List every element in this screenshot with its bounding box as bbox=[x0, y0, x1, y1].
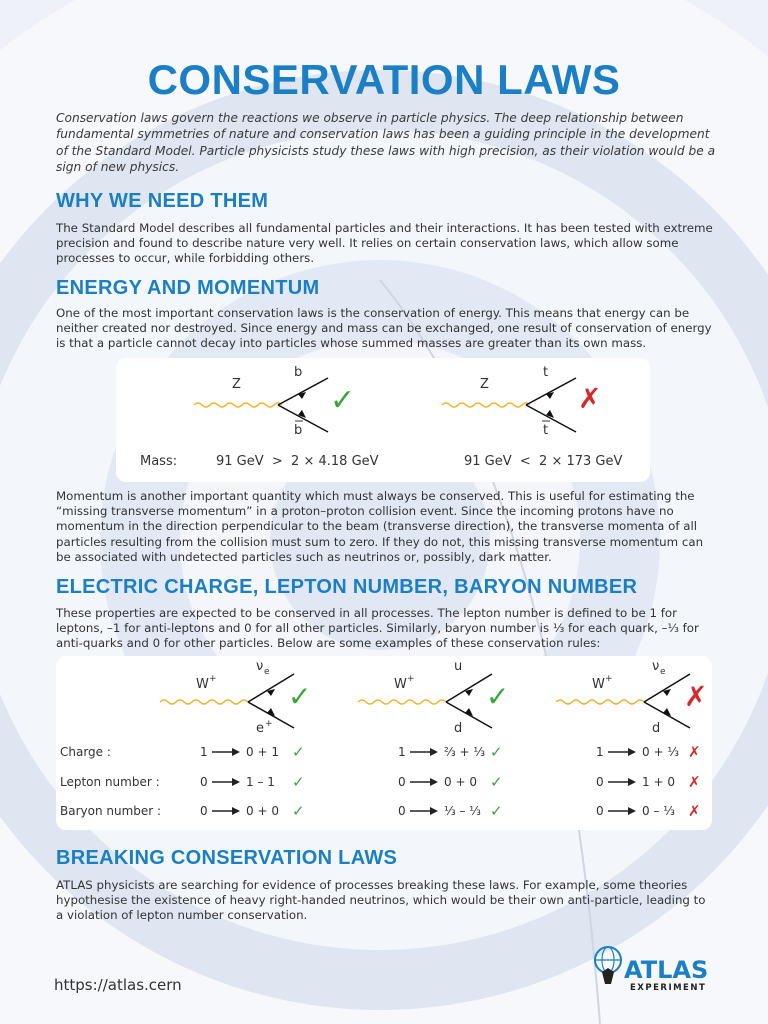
top-particle-label: ν bbox=[652, 659, 660, 674]
row-rhs: 1 – 1 bbox=[246, 775, 275, 789]
mass-relation-right: 91 GeV < 2 × 173 GeV bbox=[464, 454, 623, 469]
paragraph-momentum: Momentum is another important quantity which must always be conserved. This is useful for estimating the “missing transverse momentum” in a proton–proton collision event. Since the incoming protons have no momentum in the direction perpendicular to the beam (transverse direction), the transverse momenta of all particles resulting from the collision must sum to zero. If they do not, this missing transverse momentum can be associated with undetected particles such as neutrinos or, possibly, dark matter. bbox=[56, 489, 704, 564]
mass-label: Mass: bbox=[140, 454, 178, 469]
row-rhs: 0 + 1 bbox=[246, 745, 279, 759]
mass-relation-left: 91 GeV > 2 × 4.18 GeV bbox=[216, 454, 379, 469]
w-boson-sup: + bbox=[605, 674, 613, 684]
w-boson-label: W bbox=[196, 677, 209, 692]
row-rhs: 1 + 0 bbox=[642, 775, 675, 789]
antib-quark-line bbox=[278, 405, 328, 432]
row-lhs: 0 bbox=[398, 775, 406, 789]
arrow-icon bbox=[430, 748, 438, 756]
row-lhs: 0 bbox=[200, 804, 208, 818]
w-boson-line bbox=[358, 700, 446, 704]
w-boson-line bbox=[556, 700, 644, 704]
paragraph-energy-1: One of the most important conservation laws is the conservation of energy. This means that energy can be neither created nor destroyed. Since energy and mass can be exchanged, one result of conservation of energy is that a particle cannot decay into particles whose summed masses are greater than its own mass. bbox=[56, 306, 712, 351]
check-icon: ✓ bbox=[486, 680, 510, 713]
top-particle-sub: e bbox=[264, 667, 270, 677]
paragraph-charge: These properties are expected to be conserved in all processes. The lepton number is defined to be 1 for leptons, –1 for anti-leptons and 0 for all other particles. Similarly, baryon number is ⅓ for each quark, –⅓ for anti-quarks and 0 for other particles. Below are some examples of these conservation rules: bbox=[56, 606, 699, 651]
arrow-icon bbox=[430, 778, 438, 786]
w-boson-label: W bbox=[592, 677, 605, 692]
antit-quark-line bbox=[526, 405, 576, 432]
check-icon: ✓ bbox=[292, 743, 305, 761]
bottom-particle-label: d bbox=[454, 721, 463, 736]
w-boson-line bbox=[160, 700, 248, 704]
w-boson-sup: + bbox=[209, 674, 217, 684]
heading-why: WHY WE NEED THEM bbox=[56, 190, 269, 212]
row-label-charge: Charge : bbox=[60, 745, 111, 759]
row-lhs: 1 bbox=[398, 745, 406, 759]
z-label: Z bbox=[480, 377, 489, 392]
arrow-icon bbox=[232, 807, 240, 815]
top-particle-label: ν bbox=[256, 659, 264, 674]
row-rhs: 0 – ⅓ bbox=[642, 804, 675, 818]
b-label: b bbox=[294, 365, 303, 380]
z-boson-line bbox=[194, 403, 282, 407]
row-label-baryon: Baryon number : bbox=[60, 804, 162, 818]
t-quark-line bbox=[526, 378, 576, 405]
arrow-icon bbox=[628, 778, 636, 786]
w-boson-label: W bbox=[394, 677, 407, 692]
decay-diagram-z-bb bbox=[194, 365, 355, 438]
row-lhs: 1 bbox=[200, 745, 208, 759]
b-quark-line bbox=[278, 378, 328, 405]
heading-charge: ELECTRIC CHARGE, LEPTON NUMBER, BARYON NUMBER bbox=[56, 576, 638, 598]
row-rhs: ⅔ + ⅓ bbox=[444, 745, 485, 759]
arrow-icon bbox=[232, 778, 240, 786]
top-particle-label: u bbox=[454, 659, 463, 674]
arrow-icon bbox=[628, 807, 636, 815]
atlas-logo bbox=[590, 944, 720, 994]
row-label-lepton: Lepton number : bbox=[60, 775, 160, 789]
heading-breaking: BREAKING CONSERVATION LAWS bbox=[56, 847, 398, 869]
arrow-icon bbox=[430, 807, 438, 815]
charge-diagram bbox=[56, 656, 712, 830]
z-boson-line bbox=[442, 403, 530, 407]
bottom-particle-label: e bbox=[256, 721, 264, 736]
check-icon: ✓ bbox=[292, 773, 305, 791]
charge-diagram-box bbox=[56, 656, 712, 830]
website-link[interactable]: https://atlas.cern bbox=[54, 976, 182, 994]
antib-label: b bbox=[294, 423, 303, 438]
row-rhs: 0 + 0 bbox=[444, 775, 477, 789]
arrow-icon bbox=[628, 748, 636, 756]
row-lhs: 0 bbox=[596, 804, 604, 818]
antit-label: t bbox=[543, 423, 549, 438]
cross-icon: ✗ bbox=[688, 802, 701, 820]
row-lhs: 0 bbox=[200, 775, 208, 789]
arrow-icon bbox=[232, 748, 240, 756]
cross-icon: ✗ bbox=[688, 773, 701, 791]
logo-subtext: EXPERIMENT bbox=[630, 983, 707, 993]
cross-icon: ✗ bbox=[578, 382, 602, 415]
bottom-particle-sup: + bbox=[265, 719, 273, 729]
row-lhs: 0 bbox=[596, 775, 604, 789]
cross-icon: ✗ bbox=[684, 680, 708, 713]
t-label: t bbox=[543, 365, 549, 380]
logo-text: ATLAS bbox=[624, 956, 709, 984]
row-lhs: 0 bbox=[398, 804, 406, 818]
check-icon: ✓ bbox=[330, 383, 356, 418]
check-icon: ✓ bbox=[288, 680, 312, 713]
paragraph-breaking: ATLAS physicists are searching for evidence of processes breaking these laws. For example, some theories hypothesise the existence of heavy right-handed neutrinos, which would be their own anti-particle, leading to a violation of lepton number conservation. bbox=[56, 878, 706, 923]
cross-icon: ✗ bbox=[688, 743, 701, 761]
heading-energy: ENERGY AND MOMENTUM bbox=[56, 277, 320, 299]
check-icon: ✓ bbox=[292, 802, 305, 820]
z-label: Z bbox=[232, 377, 241, 392]
row-rhs: 0 + 0 bbox=[246, 804, 279, 818]
w-boson-sup: + bbox=[407, 674, 415, 684]
check-icon: ✓ bbox=[490, 802, 503, 820]
check-icon: ✓ bbox=[490, 773, 503, 791]
energy-diagram-box bbox=[116, 358, 650, 482]
paragraph-why: The Standard Model describes all fundamental particles and their interactions. It has been tested with extreme precision and found to describe nature very well. It relies on certain conservation laws, which allow some processes to occur, while forbidding others. bbox=[56, 221, 713, 266]
row-lhs: 1 bbox=[596, 745, 604, 759]
bottom-particle-label: d bbox=[652, 721, 661, 736]
top-particle-sub: e bbox=[660, 667, 666, 677]
decay-diagram-z-tt bbox=[442, 365, 601, 438]
check-icon: ✓ bbox=[490, 743, 503, 761]
row-rhs: ⅓ – ⅓ bbox=[444, 804, 481, 818]
page-title: CONSERVATION LAWS bbox=[147, 56, 621, 103]
energy-diagram bbox=[116, 358, 650, 482]
row-rhs: 0 + ⅓ bbox=[642, 745, 679, 759]
intro-paragraph: Conservation laws govern the reactions we observe in particle physics. The deep relationship between fundamental symmetries of nature and conservation laws has been a guiding principle in the development of the Standard Model. Particle physicists study these laws with high precision, as their violation would be a sign of new physics. bbox=[56, 111, 716, 174]
